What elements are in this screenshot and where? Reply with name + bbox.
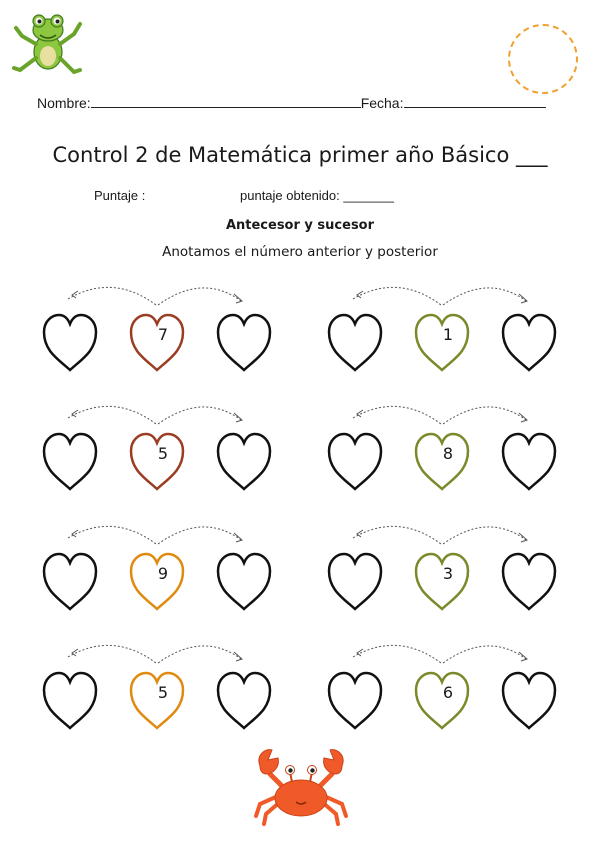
given-number: 1: [442, 325, 454, 344]
exercise-set: [38, 514, 288, 624]
puntaje-obtenido-label: puntaje obtenido: _______: [240, 188, 394, 203]
given-number: 5: [157, 683, 169, 702]
fecha-label: Fecha:: [360, 95, 404, 111]
name-date-line: [37, 93, 567, 115]
exercise-set: [38, 394, 288, 504]
frog-illustration: [8, 6, 88, 86]
given-number: 3: [442, 564, 454, 583]
nombre-label: Nombre:: [37, 95, 91, 111]
exercise-set: [323, 275, 573, 385]
section-subtitle: Antecesor y sucesor: [225, 218, 375, 233]
exercise-set: [323, 394, 573, 504]
exercise-set: [38, 633, 288, 743]
nombre-blank[interactable]: [91, 93, 361, 108]
exercise-set: [323, 633, 573, 743]
given-number: 7: [157, 325, 169, 344]
instruction-text: Anotamos el número anterior y posterior: [162, 244, 438, 260]
successor-heart[interactable]: [503, 554, 555, 609]
predecessor-heart[interactable]: [329, 673, 381, 728]
crab-illustration: [252, 746, 350, 826]
exercise-set: [323, 514, 573, 624]
successor-heart[interactable]: [218, 315, 270, 370]
given-number: 6: [442, 683, 454, 702]
successor-heart[interactable]: [218, 434, 270, 489]
successor-heart[interactable]: [503, 434, 555, 489]
score-circle: [508, 24, 578, 94]
page-title: Control 2 de Matemática primer año Básico ___: [52, 143, 548, 167]
predecessor-heart[interactable]: [329, 554, 381, 609]
predecessor-heart[interactable]: [44, 554, 96, 609]
exercise-set: [38, 275, 288, 385]
given-number: 8: [442, 444, 454, 463]
predecessor-heart[interactable]: [44, 673, 96, 728]
successor-heart[interactable]: [218, 673, 270, 728]
successor-heart[interactable]: [503, 315, 555, 370]
given-number: 5: [157, 444, 169, 463]
successor-heart[interactable]: [503, 673, 555, 728]
fecha-blank[interactable]: [404, 93, 546, 108]
successor-heart[interactable]: [218, 554, 270, 609]
predecessor-heart[interactable]: [329, 434, 381, 489]
predecessor-heart[interactable]: [44, 315, 96, 370]
predecessor-heart[interactable]: [44, 434, 96, 489]
puntaje-label: Puntaje :: [94, 188, 146, 203]
given-number: 9: [157, 564, 169, 583]
predecessor-heart[interactable]: [329, 315, 381, 370]
